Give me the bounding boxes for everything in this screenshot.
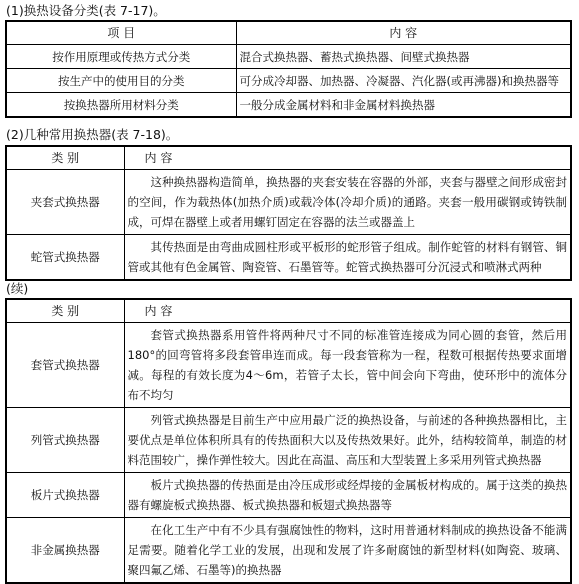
table-row bbox=[6, 93, 571, 118]
table-header-row bbox=[6, 299, 571, 323]
table-header-row bbox=[6, 21, 571, 45]
row-content: 混合式换热器、蓄热式换热器、间壁式换热器 bbox=[236, 45, 571, 69]
row-category: 套管式换热器 bbox=[6, 323, 124, 408]
row-category: 夹套式换热器 bbox=[6, 170, 124, 235]
row-category: 按作用原理或传热方式分类 bbox=[6, 45, 236, 69]
row-category: 板片式换热器 bbox=[6, 473, 124, 518]
table-header-row bbox=[6, 146, 571, 170]
row-category: 列管式换热器 bbox=[6, 408, 124, 473]
row-content: 在化工生产中有不少具有强腐蚀性的物料，这时用普通材料制成的换热设备不能满足需要。随着化学工业的发展，出现和发展了许多耐腐蚀的新型材料(如陶瓷、玻璃、聚四氟乙烯、石墨等)的换热器 bbox=[124, 518, 571, 584]
row-content: 一般分成金属材料和非金属材料换热器 bbox=[236, 93, 571, 118]
header-category: 类 别 bbox=[6, 146, 124, 170]
row-content: 套管式换热器系用管件将两种尺寸不同的标准管连接成为同心圆的套管，然后用180°的回弯管将多段套管串连而成。每一段套管称为一程，程数可根据传热要求面增减。每程的有效长度为4～6m，若管子太长，管中间会向下弯曲，使环形中的流体分布不均匀 bbox=[124, 323, 571, 408]
row-content: 列管式换热器是目前生产中应用最广泛的换热设备，与前述的各种换热器相比，主要优点是单位体积所具有的传热面积大以及传热效果好。此外，结构较简单，制造的材料范围较广，操作弹性较大。因此在高温、高压和大型装置上多采用列管式换热器 bbox=[124, 408, 571, 473]
caption-continued: (续) bbox=[6, 281, 29, 296]
table-7-18 bbox=[5, 145, 572, 281]
table-row bbox=[6, 170, 571, 235]
row-content: 这种换热器构造简单，换热器的夹套安装在容器的外部，夹套与器壁之间形成密封的空间，作为载热体(加热介质)或载冷体(冷却介质)的通路。夹套一般用碳钢或铸铁制成，可焊在器壁上或者用螺钉固定在容器的法兰或器盖上 bbox=[124, 170, 571, 235]
table-row bbox=[6, 235, 571, 281]
table-7-18-continued bbox=[5, 298, 572, 584]
table-row bbox=[6, 45, 571, 69]
table-row bbox=[6, 473, 571, 518]
header-content: 内 容 bbox=[124, 146, 571, 170]
caption-table-7-18: (2)几种常用换热器(表 7-18)。 bbox=[6, 127, 179, 142]
row-category: 按换热器所用材料分类 bbox=[6, 93, 236, 118]
table-7-17 bbox=[5, 20, 572, 118]
caption-table-7-17: (1)换热设备分类(表 7-17)。 bbox=[6, 3, 166, 18]
header-content: 内 容 bbox=[124, 299, 571, 323]
header-item: 项 目 bbox=[6, 21, 236, 45]
row-category: 蛇管式换热器 bbox=[6, 235, 124, 281]
header-category: 类 别 bbox=[6, 299, 124, 323]
header-content: 内 容 bbox=[236, 21, 571, 45]
table-row bbox=[6, 518, 571, 584]
row-content: 板片式换热器的传热面是由冷压成形或经焊接的金属板材构成的。属于这类的换热器有螺旋板式换热器、板式换热器和板翅式换热器等 bbox=[124, 473, 571, 518]
row-content: 其传热面是由弯曲成圆柱形或平板形的蛇形管子组成。制作蛇管的材料有钢管、铜管或其他有色金属管、陶瓷管、石墨管等。蛇管式换热器可分沉浸式和喷淋式两种 bbox=[124, 235, 571, 281]
table-row bbox=[6, 323, 571, 408]
row-category: 按生产中的使用目的分类 bbox=[6, 69, 236, 93]
row-category: 非金属换热器 bbox=[6, 518, 124, 584]
table-row bbox=[6, 408, 571, 473]
table-row bbox=[6, 69, 571, 93]
row-content: 可分成冷却器、加热器、冷凝器、汽化器(或再沸器)和换热器等 bbox=[236, 69, 571, 93]
